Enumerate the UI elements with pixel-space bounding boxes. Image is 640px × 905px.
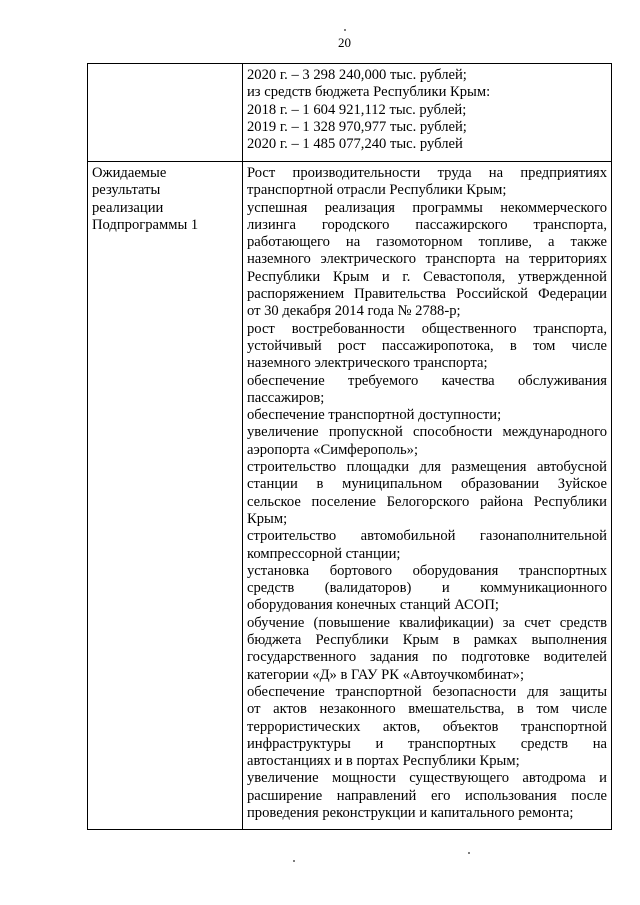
result-line: станции в муниципальном образовании Зуйское [247,476,607,493]
result-line: государственного задания по подготовке водителей [247,649,607,666]
result-line: наземного электрического транспорта; [247,355,488,372]
result-line: строительство автомобильной газонаполнительной [247,528,607,545]
result-line: увеличение пропускной способности международного [247,424,607,441]
scan-speck [293,860,295,862]
funding-line: 2018 г. – 1 604 921,112 тыс. рублей; [247,101,467,118]
expected-results-label-cell [88,162,243,830]
result-line: автостанциях и в портах Республики Крым; [247,753,520,770]
scan-speck [468,852,470,854]
result-line: обучение (повышение квалификации) за счет средств [247,614,607,631]
funding-line: 2020 г. – 1 485 077,240 тыс. рублей [247,136,463,153]
label-line: результаты [92,182,161,199]
result-line: рост востребованности общественного транспорта, [247,320,607,337]
result-line: средств (валидаторов) и коммуникационного [247,580,607,597]
result-line: успешная реализация программы некоммерческого [247,199,607,216]
page-number: 20 [338,35,351,50]
result-line: установка бортового оборудования транспортных [247,562,607,579]
result-line: обеспечение требуемого качества обслуживания [247,372,607,389]
funding-row [88,64,612,162]
result-line: Крым; [247,510,288,527]
result-line: лизинга городского пассажирского транспорта, [247,216,607,233]
funding-line: 2020 г. – 3 298 240,000 тыс. рублей; [247,67,467,83]
expected-results-content-cell [243,162,612,830]
funding-label-cell [88,64,243,162]
result-line: аэропорта «Симферополь»; [247,441,419,458]
label-line: Подпрограммы 1 [92,216,199,233]
result-line: категории «Д» в ГАУ РК «Автоучкомбинат»; [247,666,525,683]
result-line: распоряжением Правительства Российской Федерации [247,286,607,303]
result-line: проведения реконструкции и капитального ремонта; [247,804,574,821]
result-line: обеспечение транспортной безопасности для защиты [247,683,607,700]
funding-content-cell [243,64,612,162]
result-line: устойчивый рост пассажиропотока, в том числе [247,337,607,354]
scan-speck [344,29,346,31]
funding-line: из средств бюджета Республики Крым: [247,84,491,101]
result-line: сельское поселение Белогорского района Республики [247,493,607,510]
result-line: оборудования конечных станций АСОП; [247,597,499,614]
result-line: террористических актов, объектов транспортной [247,718,607,735]
result-line: от актов незаконного вмешательства, в том числе [247,701,607,718]
funding-line: 2019 г. – 1 328 970,977 тыс. рублей; [247,118,467,135]
result-line: инфраструктуры и транспортных средств на [247,735,607,752]
program-passport-table [87,63,612,830]
result-line: от 30 декабря 2014 года № 2788-р; [247,303,461,320]
label-line: реализации [92,199,164,216]
result-line: Рост производительности труда на предприятиях [247,165,607,181]
expected-results-row [88,162,612,830]
result-line: увеличение мощности существующего автодрома и [247,770,607,787]
result-line: компрессорной станции; [247,545,401,562]
result-line: обеспечение транспортной доступности; [247,407,502,424]
result-line: расширение направлений его использования после [247,787,607,804]
result-line: бюджета Республики Крым в рамках выполнения [247,632,607,649]
result-line: строительство площадки для размещения автобусной [247,459,607,476]
result-line: пассажиров; [247,389,325,406]
label-line: Ожидаемые [92,165,167,181]
result-line: транспортной отрасли Республики Крым; [247,182,507,199]
result-line: наземного электрического транспорта на территориях [247,251,607,268]
result-line: работающего на газомоторном топливе, а также [247,234,607,251]
result-line: Республики Крым и г. Севастополя, утвержденной [247,268,607,285]
